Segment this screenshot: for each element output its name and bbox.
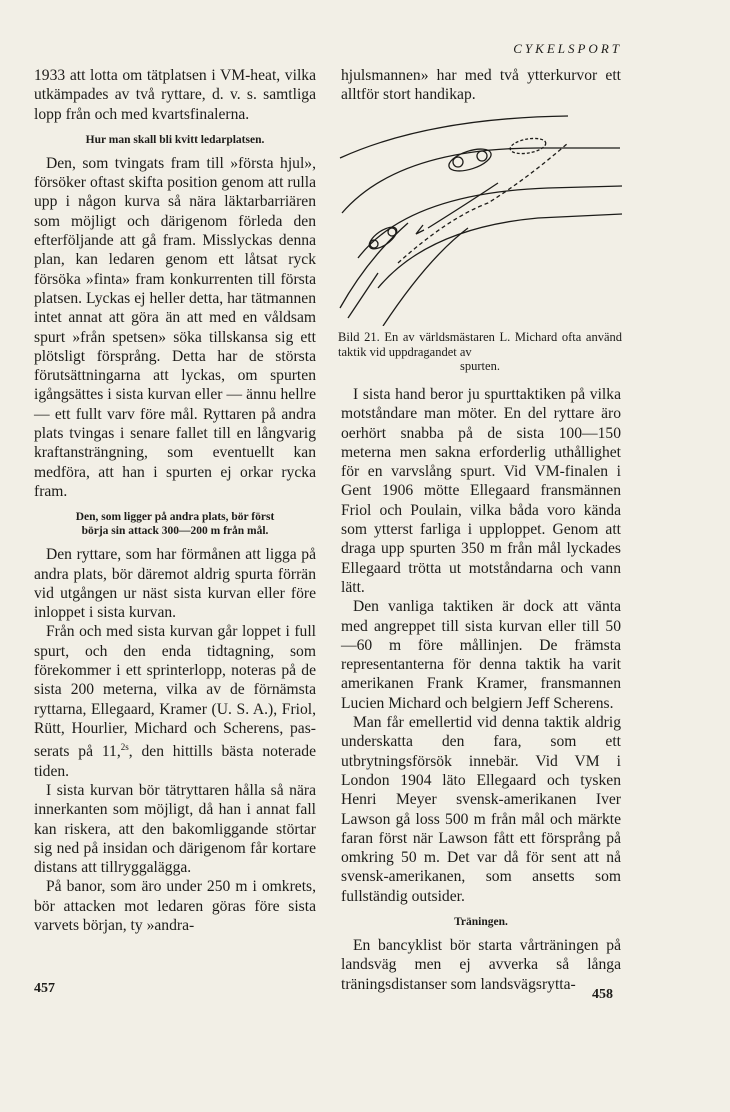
- section-heading: Hur man skall bli kvitt ledarplatsen.: [85, 133, 265, 146]
- section-heading: [34, 510, 316, 538]
- track-line: [358, 186, 622, 258]
- paragraph: I sista kurvan bör tätryttaren hålla så nära innerkanten som möjligt, då han i annat fall kan riskera, att den bakomliggande störtar sig ned på insidan och därigenom får kortare distans att tillryggalägga.: [34, 781, 316, 877]
- paragraph: Den vanliga taktiken är dock att vänta med angreppet till sista kurvan eller till 50—60 m före mållinjen. De främsta representanterna för denna taktik ha varit amerikanen Frank Kramer, fransmannen Lucien Michard och belgiern Jeff Scherens.: [341, 598, 621, 712]
- track-line: [342, 148, 620, 213]
- paragraph: hjulsmannen» har med två ytterkurvor ett alltför stort handikap.: [341, 67, 621, 104]
- heading-line: Den, som ligger på andra plats, bör först: [75, 511, 275, 524]
- left-column: [34, 66, 316, 935]
- heading-line: börja sin attack 300—200 m från mål.: [81, 525, 269, 538]
- rider-lead: [509, 136, 547, 156]
- figure-caption: [338, 330, 622, 374]
- paragraph: I sista hand beror ju spurttaktiken på vilka motståndare man möter. En del ryttare äro oerhört snabba på de sista 100—150 meterna men sakna erforderlig uthållighet för en varvslång spurt. Vid VM-finalen i Gent 1906 mötte Ellegaard fransmännen Friol och Poulain, vilka båda voro kända som ytterst farliga i upploppet. Genom att draga upp spurten 350 m från mål lyckades Ellegaard trötta ut motståndarna och vann lätt.: [341, 386, 621, 596]
- caption-line: Bild 21. En av världsmästaren L. Michard ofta använd taktik vid uppdragandet av: [338, 330, 622, 359]
- right-column-body: [341, 385, 621, 994]
- paragraph: [34, 622, 316, 781]
- track-line: [383, 228, 468, 326]
- paragraph: Den ryttare, som har förmånen att ligga på andra plats, bör däremot aldrig spurta förrän vid utgången ur näst sista kurvan eller före inloppet i sista kurvan.: [34, 546, 316, 622]
- paragraph: 1933 att lotta om tätplatsen i VM-heat, vilka utkämpades av två ryttare, d. v. s. samtliga lopp från och med kvartsfinalerna.: [34, 67, 316, 123]
- text-run: , den hittills bästa noterade tiden.: [34, 743, 317, 780]
- track-line: [348, 273, 378, 318]
- paragraph: Man får emellertid vid denna taktik aldrig underskatta den fara, som ett utbrytningsförsök innebär. Vid VM i London 1904 läto Ellegaard och tysken Henri Meyer svensk-amerikanen Iver Lawson gå loss 500 m från mål och märkte faran först när Lawson fått ett försprång på omkring 50 m. Det var då för sent att nå svensk-amerikanen, som ansetts som fullständig outsider.: [341, 714, 621, 905]
- right-column-top: [341, 66, 621, 105]
- running-header: CYKELSPORT: [513, 41, 622, 56]
- text-run: Från och med sista kurvan går loppet i full spurt, och den enda tidtagning, som förekommer i ett sprinterlopp, noteras på de sista 200 meterna, vilka av de förnämsta ryttarna, Ellegaard, Kramer (U. S. A.), Friol, Rütt, Hourlier, Michard och Scherens, passerats på 11,: [34, 623, 316, 761]
- track-line: [378, 214, 622, 288]
- track-tactic-illustration: [338, 108, 623, 326]
- page-number-right: 458: [592, 987, 613, 1002]
- page-number-left: 457: [34, 981, 55, 996]
- arrow: [416, 225, 424, 234]
- section-heading: Träningen.: [454, 916, 508, 929]
- caption-line: spurten.: [460, 359, 500, 373]
- superscript: 2s: [120, 742, 129, 753]
- paragraph: Den, som tvingats fram till »första hjul», försöker oftast skifta position genom att rulla upp i någon kurva så nära läktarbarriären som möjligt och därigenom förleda den efterföljande att gå fram. Misslyckas denna plan, kan ledaren genom ett låtsat ryck försöka »finta» fram konkurrenten till första platsen. Lyckas ej heller detta, har tätmannen intet annat att göra än att med en våldsam spurt »från spetsen» söka tillskansa sig ett plötsligt försprång. Detta har de största förutsättningarna att lyckas, om spurten igångsättes i sista kurvan eller — ännu hellre — ett fullt varv före mål. Ryttaren på andra plats tvingas i senare fallet till en långvarig kraftansträngning, som eventuellt kan medföra, att han i spurten ej orkar rycka fram.: [34, 154, 316, 500]
- paragraph: En bancyklist bör starta vårträningen på landsväg men ej avverka så långa träningsdistanser som landsvägsrytta-: [341, 937, 621, 993]
- paragraph: På banor, som äro under 250 m i omkrets, bör attacken mot ledaren göras före sista varvets början, ty »andra-: [34, 878, 316, 935]
